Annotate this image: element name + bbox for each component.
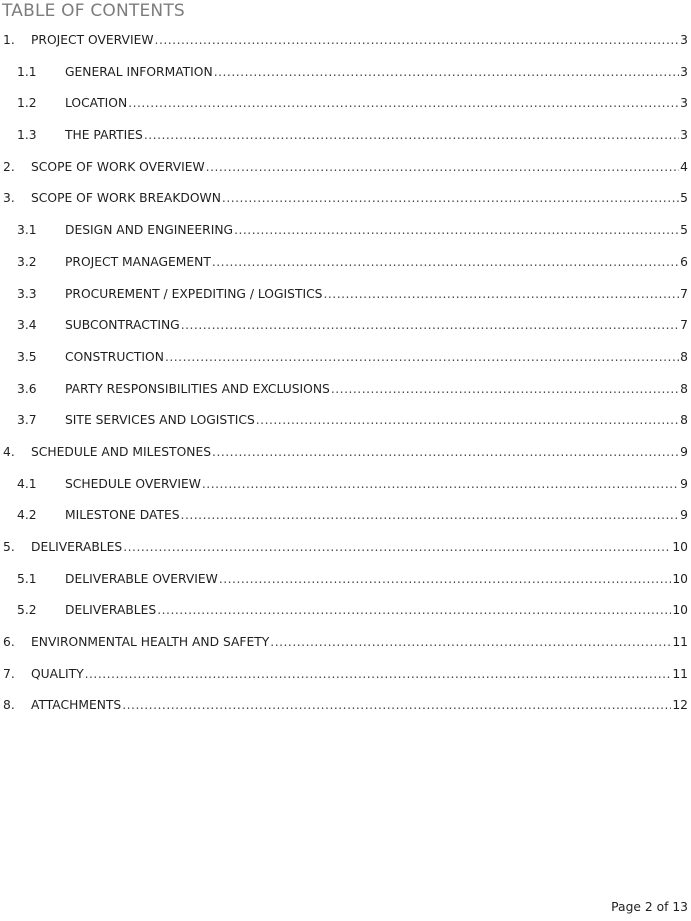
toc-entry-label[interactable]: DELIVERABLE OVERVIEW	[65, 571, 218, 586]
toc-entry-page[interactable]: 7	[680, 318, 688, 333]
toc-entry-page[interactable]: 7	[680, 286, 688, 301]
toc-dot-leader	[270, 632, 671, 652]
toc-entry-number: 6.	[3, 635, 15, 650]
toc-entry-label[interactable]: CONSTRUCTION	[65, 349, 164, 364]
toc-entry-label[interactable]: MILESTONE DATES	[65, 508, 180, 523]
toc-entry-page[interactable]: 5	[680, 191, 688, 206]
toc-dot-leader	[256, 410, 679, 430]
toc-entry[interactable]	[0, 600, 688, 632]
toc-entry-number: 5.1	[17, 571, 37, 586]
toc-entry-page[interactable]: 8	[680, 349, 688, 364]
toc-entry-page[interactable]: 8	[680, 381, 688, 396]
toc-entry-number: 3.	[3, 191, 15, 206]
toc-entry-label[interactable]: DESIGN AND ENGINEERING	[65, 223, 234, 238]
toc-entry[interactable]	[0, 505, 688, 537]
toc-entry-label[interactable]: SUBCONTRACTING	[65, 318, 180, 333]
toc-entry-page[interactable]: 4	[680, 159, 688, 174]
toc-dot-leader	[214, 62, 679, 82]
toc-entry-page[interactable]: 9	[680, 508, 688, 523]
toc-dot-leader	[181, 315, 679, 335]
toc-entry-page[interactable]: 9	[680, 476, 688, 491]
toc-entry-label[interactable]: SCHEDULE AND MILESTONES	[31, 444, 212, 459]
toc-entry[interactable]	[0, 157, 688, 189]
toc-entry[interactable]	[0, 315, 688, 347]
toc-entry[interactable]	[0, 188, 688, 220]
toc-entry[interactable]	[0, 62, 688, 94]
toc-dot-leader	[128, 93, 679, 113]
toc-entry[interactable]	[0, 632, 688, 664]
toc-entry-label[interactable]: SCOPE OF WORK BREAKDOWN	[31, 191, 221, 206]
toc-dot-leader	[331, 379, 679, 399]
toc-entry-label[interactable]: SITE SERVICES AND LOGISTICS	[65, 413, 255, 428]
toc-dot-leader	[181, 505, 680, 525]
toc-entry-number: 5.	[3, 540, 15, 554]
toc-entry[interactable]	[0, 664, 688, 696]
toc-entry[interactable]	[0, 252, 688, 284]
toc-entry-page[interactable]: 9	[680, 444, 688, 459]
toc-entry-label[interactable]: DELIVERABLES	[65, 603, 157, 618]
toc-entry-label[interactable]: ATTACHMENTS	[31, 698, 122, 713]
toc-entry[interactable]	[0, 410, 688, 442]
toc-entry-page[interactable]: 8	[680, 413, 688, 428]
toc-dot-leader	[165, 347, 679, 367]
toc-entry-page[interactable]: 5	[680, 223, 688, 238]
toc-entry[interactable]	[0, 284, 688, 316]
toc-entry-label[interactable]: ENVIRONMENTAL HEALTH AND SAFETY	[31, 635, 270, 650]
toc-entry-number: 2.	[3, 159, 15, 174]
toc-entry[interactable]	[0, 220, 688, 252]
toc-entry[interactable]	[0, 125, 688, 157]
toc-entry-label[interactable]: DELIVERABLES	[31, 540, 123, 554]
toc-entry-page[interactable]: 11	[672, 635, 688, 650]
toc-entry[interactable]	[0, 442, 688, 474]
toc-entry-number: 1.	[3, 33, 15, 47]
toc-entry[interactable]	[0, 379, 688, 411]
toc-entry[interactable]	[0, 93, 688, 125]
toc-entry-number: 3.4	[17, 318, 37, 333]
toc-entry[interactable]	[0, 569, 688, 601]
toc-dot-leader	[155, 30, 680, 50]
page-number: Page 2 of 13	[611, 900, 688, 914]
toc-entry[interactable]	[0, 474, 688, 506]
toc-entry[interactable]	[0, 30, 688, 62]
toc-entry-number: 3.3	[17, 286, 37, 301]
toc-entry-page[interactable]: 3	[680, 64, 688, 79]
toc-entry-label[interactable]: SCOPE OF WORK OVERVIEW	[31, 159, 205, 174]
toc-entry-number: 4.	[3, 444, 15, 459]
toc-entry-number: 3.2	[17, 254, 37, 269]
toc-entry-number: 7.	[3, 666, 15, 681]
toc-dot-leader	[157, 600, 671, 620]
toc-entry-number: 1.1	[17, 64, 37, 79]
toc-entry-number: 3.7	[17, 413, 37, 428]
toc-entry-number: 3.5	[17, 349, 37, 364]
toc-dot-leader	[123, 537, 671, 557]
toc-dot-leader	[144, 125, 679, 145]
toc-entry-label[interactable]: QUALITY	[31, 666, 84, 681]
toc-dot-leader	[206, 157, 680, 177]
toc-dot-leader	[222, 188, 679, 208]
toc-entry-label[interactable]: PROJECT MANAGEMENT	[65, 254, 211, 269]
toc-entry-page[interactable]: 3	[680, 96, 688, 111]
toc-entry[interactable]	[0, 695, 688, 727]
toc-entry-number: 5.2	[17, 603, 37, 618]
toc-entry-label[interactable]: SCHEDULE OVERVIEW	[65, 476, 201, 491]
toc-dot-leader	[85, 664, 672, 684]
toc-entry-page[interactable]: 12	[672, 698, 688, 713]
toc-entry-number: 1.2	[17, 96, 37, 111]
toc-dot-leader	[323, 284, 679, 304]
toc-entry-label[interactable]: GENERAL INFORMATION	[65, 64, 213, 79]
toc-entry-number: 4.1	[17, 476, 37, 491]
toc-entry-page[interactable]: 6	[680, 254, 688, 269]
toc-title: TABLE OF CONTENTS	[2, 1, 185, 21]
toc-entry-number: 4.2	[17, 508, 37, 523]
toc-dot-leader	[234, 220, 679, 240]
toc-entry-number: 1.3	[17, 128, 37, 143]
toc-entry-label[interactable]: THE PARTIES	[65, 128, 143, 143]
toc-entry[interactable]	[0, 347, 688, 379]
toc-dot-leader	[212, 252, 679, 272]
toc-entry-page[interactable]: 10	[672, 571, 688, 586]
toc-entry-page[interactable]: 10	[672, 540, 688, 554]
toc-entry[interactable]	[0, 537, 688, 569]
toc-entry-page[interactable]: 10	[672, 603, 688, 618]
toc-entry-page[interactable]: 11	[672, 666, 688, 681]
toc-dot-leader	[202, 474, 679, 494]
toc-dot-leader	[219, 569, 672, 589]
toc-entry-page[interactable]: 3	[680, 33, 688, 47]
toc-entry-label[interactable]: PROJECT OVERVIEW	[31, 33, 154, 47]
toc-dot-leader	[122, 695, 671, 715]
toc-entry-number: 3.1	[17, 223, 37, 238]
toc-entry-label[interactable]: LOCATION	[65, 96, 128, 111]
toc-entry-label[interactable]: PROCUREMENT / EXPEDITING / LOGISTICS	[65, 286, 323, 301]
toc-entry-label[interactable]: PARTY RESPONSIBILITIES AND EXCLUSIONS	[65, 381, 330, 396]
toc-entry-number: 3.6	[17, 381, 37, 396]
toc-entry-number: 8.	[3, 698, 15, 713]
toc-list	[0, 30, 688, 727]
toc-entry-page[interactable]: 3	[680, 128, 688, 143]
toc-dot-leader	[212, 442, 679, 462]
